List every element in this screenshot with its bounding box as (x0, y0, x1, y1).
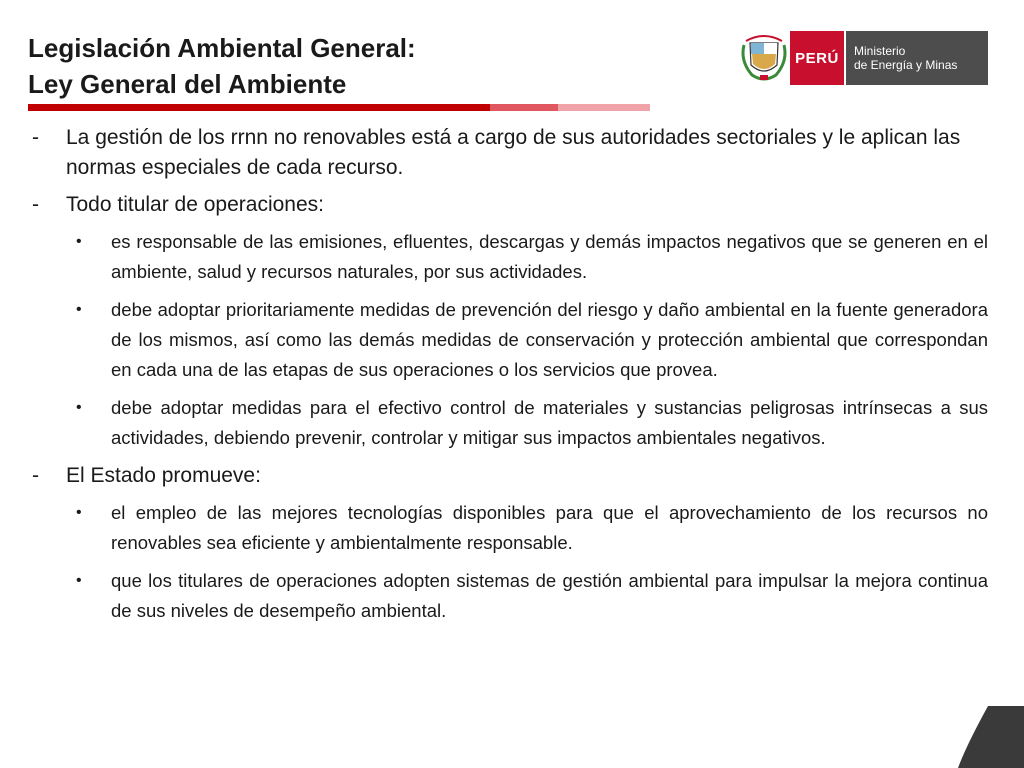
list-marker: • (76, 504, 82, 521)
coat-of-arms-icon (740, 31, 788, 85)
slide-title (28, 30, 416, 102)
list-item-text: debe adoptar prioritariamente medidas de prevención del riesgo y daño ambiental en la fuente generadora de los mismos, así como las demás medidas de conservación y protección ambiental que correspondan en cada una de las etapas de sus operaciones o los servicios que provea. (111, 299, 988, 380)
slide-content (30, 123, 988, 634)
list-subitem (30, 295, 988, 385)
corner-decoration (958, 706, 1024, 768)
list-marker: - (32, 464, 39, 487)
ministry-logo (740, 31, 988, 85)
accent-bars (28, 104, 650, 111)
list-marker: • (76, 233, 82, 250)
list-subitem (30, 227, 988, 287)
list-marker: - (32, 193, 39, 216)
list-item-text: La gestión de los rrnn no renovables está a cargo de sus autoridades sectoriales y le aplican las normas especiales de cada recurso. (66, 126, 961, 179)
list-item-text: que los titulares de operaciones adopten sistemas de gestión ambiental para impulsar la mejora continua de sus niveles de desempeño ambiental. (111, 570, 988, 621)
accent-bar (228, 104, 490, 111)
accent-bar (558, 104, 650, 111)
list-subitem (30, 498, 988, 558)
list-subitem (30, 566, 988, 626)
list-subitem (30, 393, 988, 453)
list-item-text: debe adoptar medidas para el efectivo control de materiales y sustancias peligrosas intrínsecas a sus actividades, debiendo prevenir, controlar y mitigar sus impactos ambientales negativos. (111, 397, 988, 448)
ministry-line-1: Ministerio (854, 44, 906, 58)
list-marker: • (76, 572, 82, 589)
accent-bar (28, 104, 228, 111)
accent-bar (490, 104, 558, 111)
list-item (30, 461, 988, 491)
list-item-text: el empleo de las mejores tecnologías disponibles para que el aprovechamiento de los recursos no renovables sea eficiente y ambientalmente responsable. (111, 502, 988, 553)
list-item-text: es responsable de las emisiones, efluentes, descargas y demás impactos negativos que se generen en el ambiente, salud y recursos naturales, por sus actividades. (111, 231, 988, 282)
list-item (30, 190, 988, 220)
slide-title-line-2: Ley General del Ambiente (28, 69, 347, 99)
list-marker: • (76, 301, 82, 318)
ministry-line-2: de Energía y Minas (854, 58, 958, 72)
list-marker: - (32, 126, 39, 149)
list-item-text: Todo titular de operaciones: (66, 193, 324, 216)
list-item-text: El Estado promueve: (66, 464, 261, 487)
slide-title-line-1: Legislación Ambiental General: (28, 33, 416, 63)
ministry-label (844, 31, 988, 85)
list-marker: • (76, 399, 82, 416)
peru-label: PERÚ (790, 31, 844, 85)
list-item (30, 123, 988, 183)
